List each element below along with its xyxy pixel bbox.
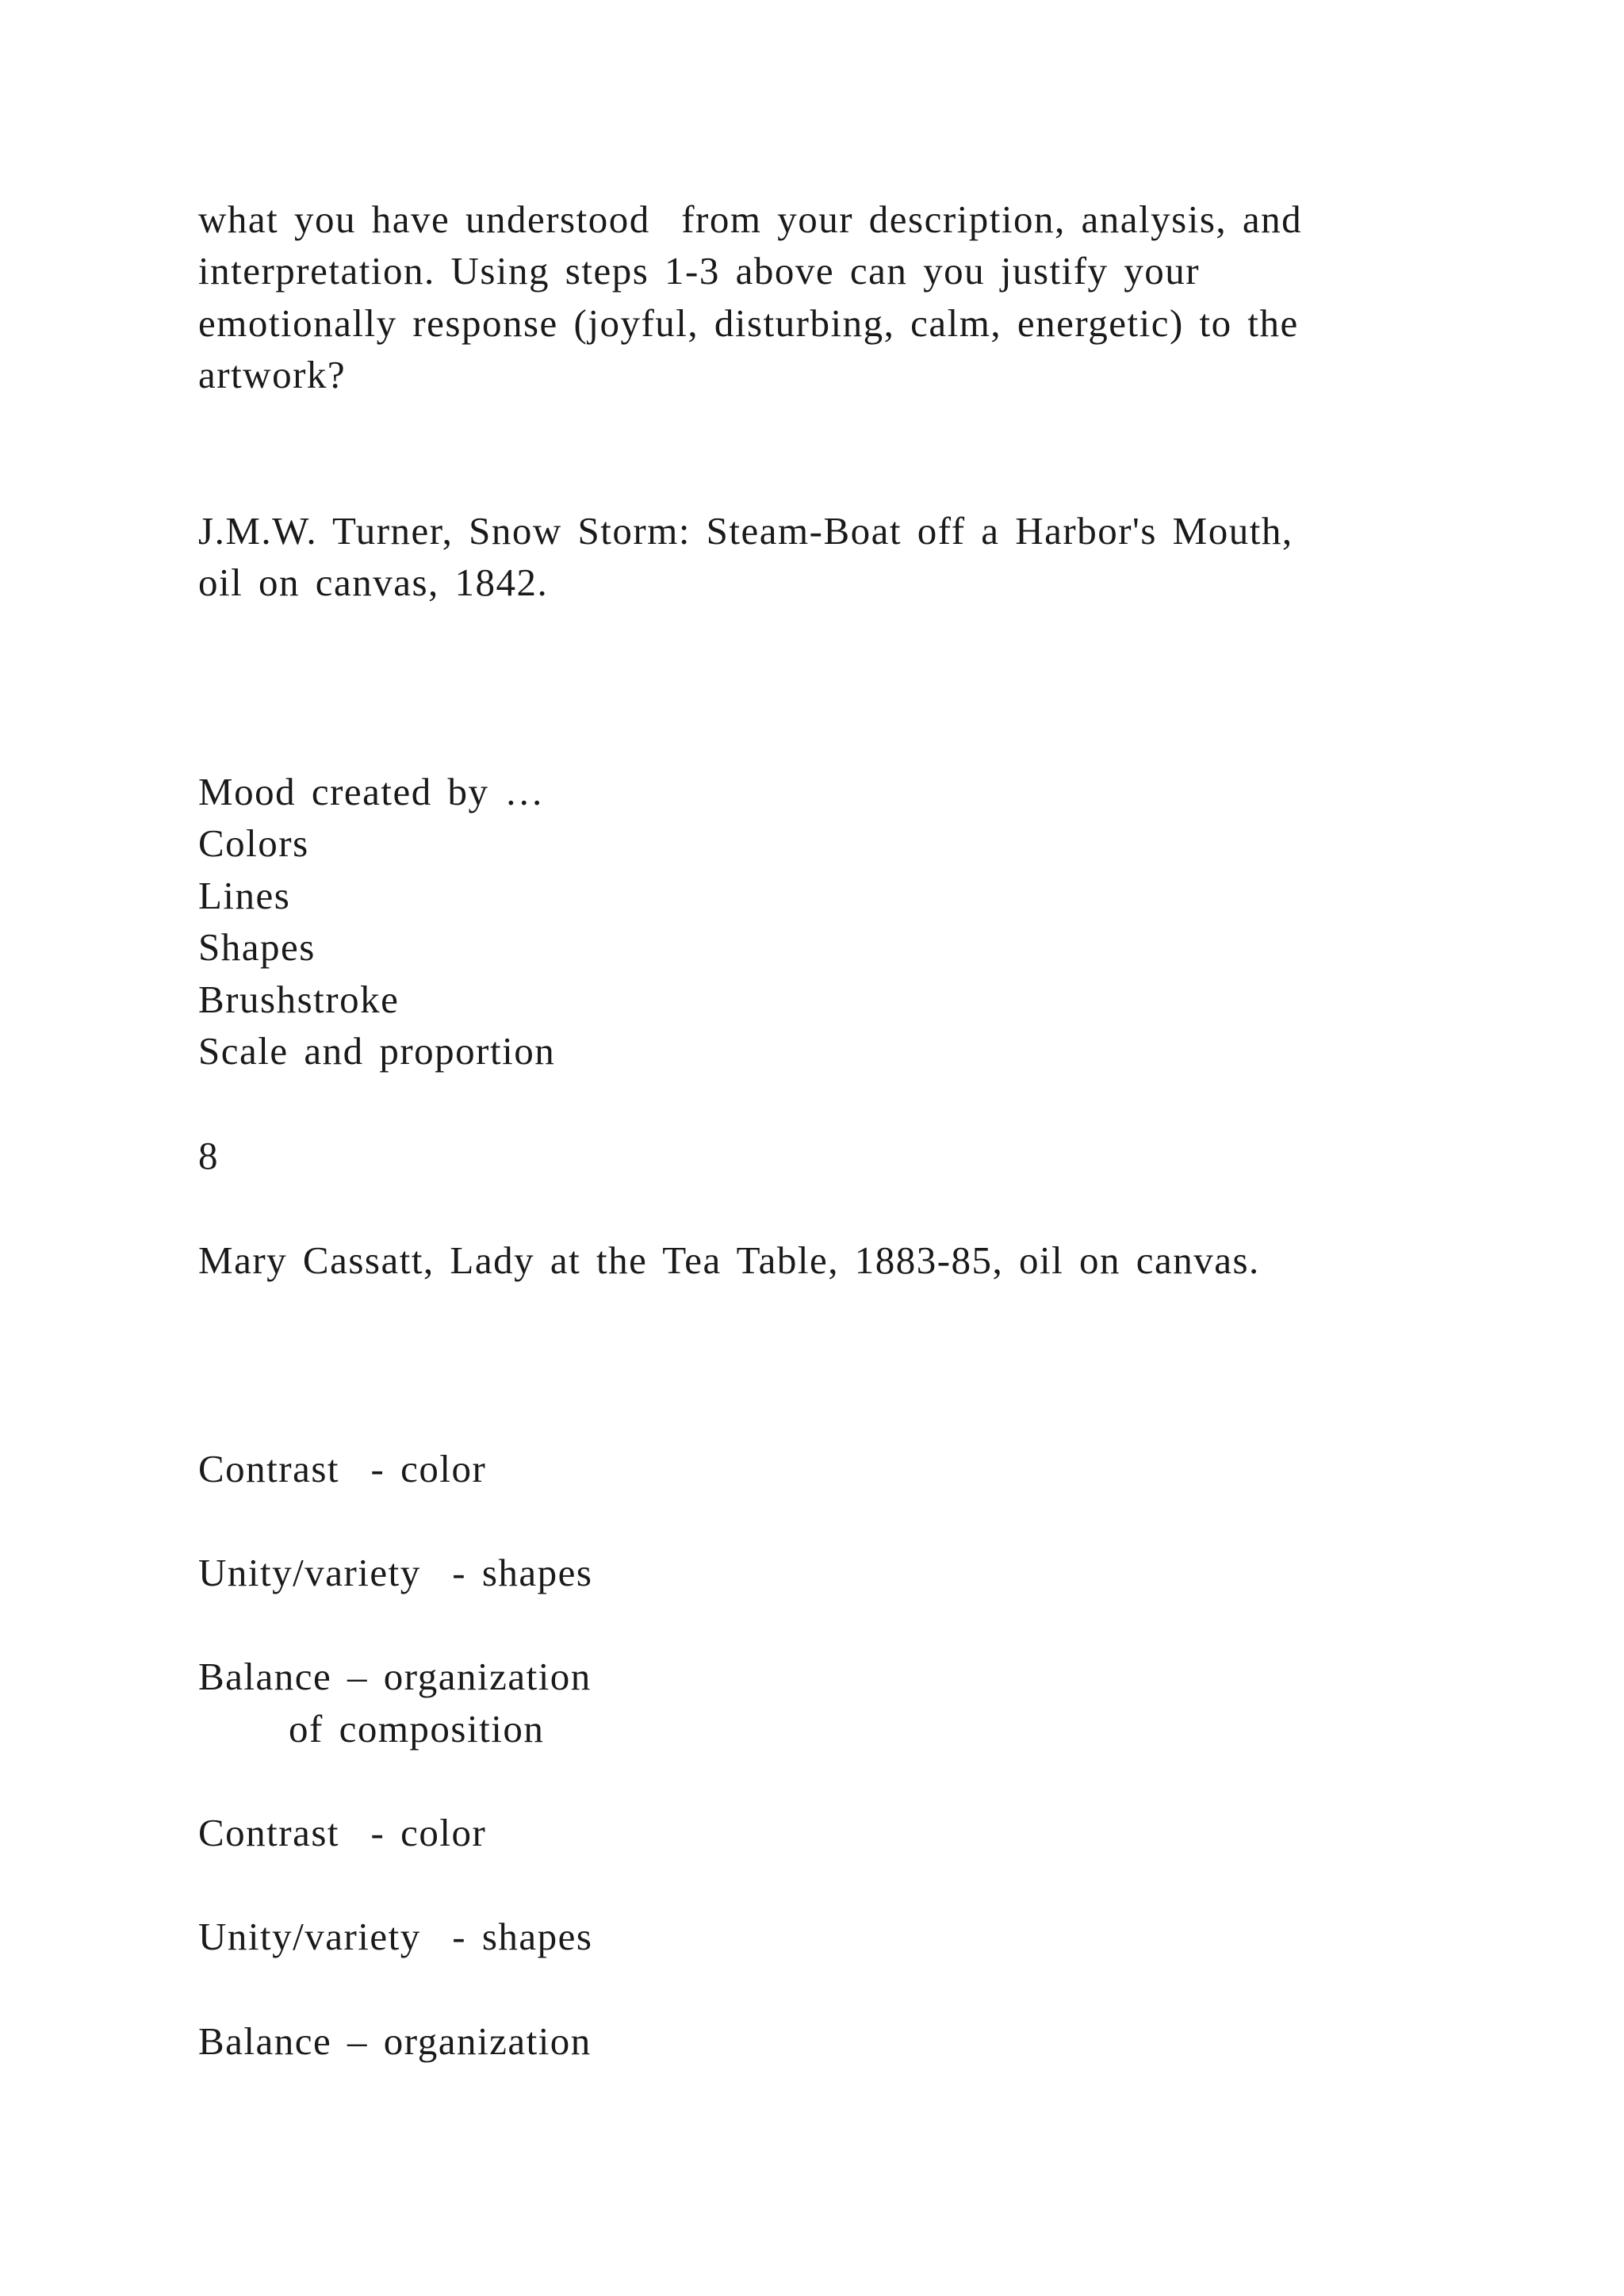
turner-caption-line: J.M.W. Turner, Snow Storm: Steam-Boat off a Harbor's Mouth, xyxy=(198,509,1293,553)
principle-contrast: Contrast - color xyxy=(198,1447,487,1490)
paragraph-line: artwork? xyxy=(198,353,347,396)
mood-item: Colors xyxy=(198,821,309,865)
mood-item: Lines xyxy=(198,874,291,917)
principle-unity: Unity/variety - shapes xyxy=(198,1915,593,1958)
principle-balance: Balance – organization xyxy=(198,2019,592,2063)
mood-item: Brushstroke xyxy=(198,978,400,1021)
slide-number: 8 xyxy=(198,1134,219,1177)
turner-caption-line: oil on canvas, 1842. xyxy=(198,561,549,604)
mood-item: Scale and proportion xyxy=(198,1029,556,1073)
mood-item: Shapes xyxy=(198,925,316,969)
principle-balance-continuation: of composition xyxy=(289,1707,545,1751)
principle-balance: Balance – organization xyxy=(198,1655,592,1698)
principle-contrast: Contrast - color xyxy=(198,1811,487,1854)
cassatt-caption: Mary Cassatt, Lady at the Tea Table, 1883-85, oil on canvas. xyxy=(198,1238,1260,1282)
paragraph-line: what you have understood from your description, analysis, and xyxy=(198,197,1303,241)
mood-heading: Mood created by … xyxy=(198,770,545,813)
principle-unity: Unity/variety - shapes xyxy=(198,1551,593,1594)
paragraph-line: interpretation. Using steps 1-3 above can you justify your xyxy=(198,249,1201,293)
paragraph-line: emotionally response (joyful, disturbing, calm, energetic) to the xyxy=(198,301,1299,345)
